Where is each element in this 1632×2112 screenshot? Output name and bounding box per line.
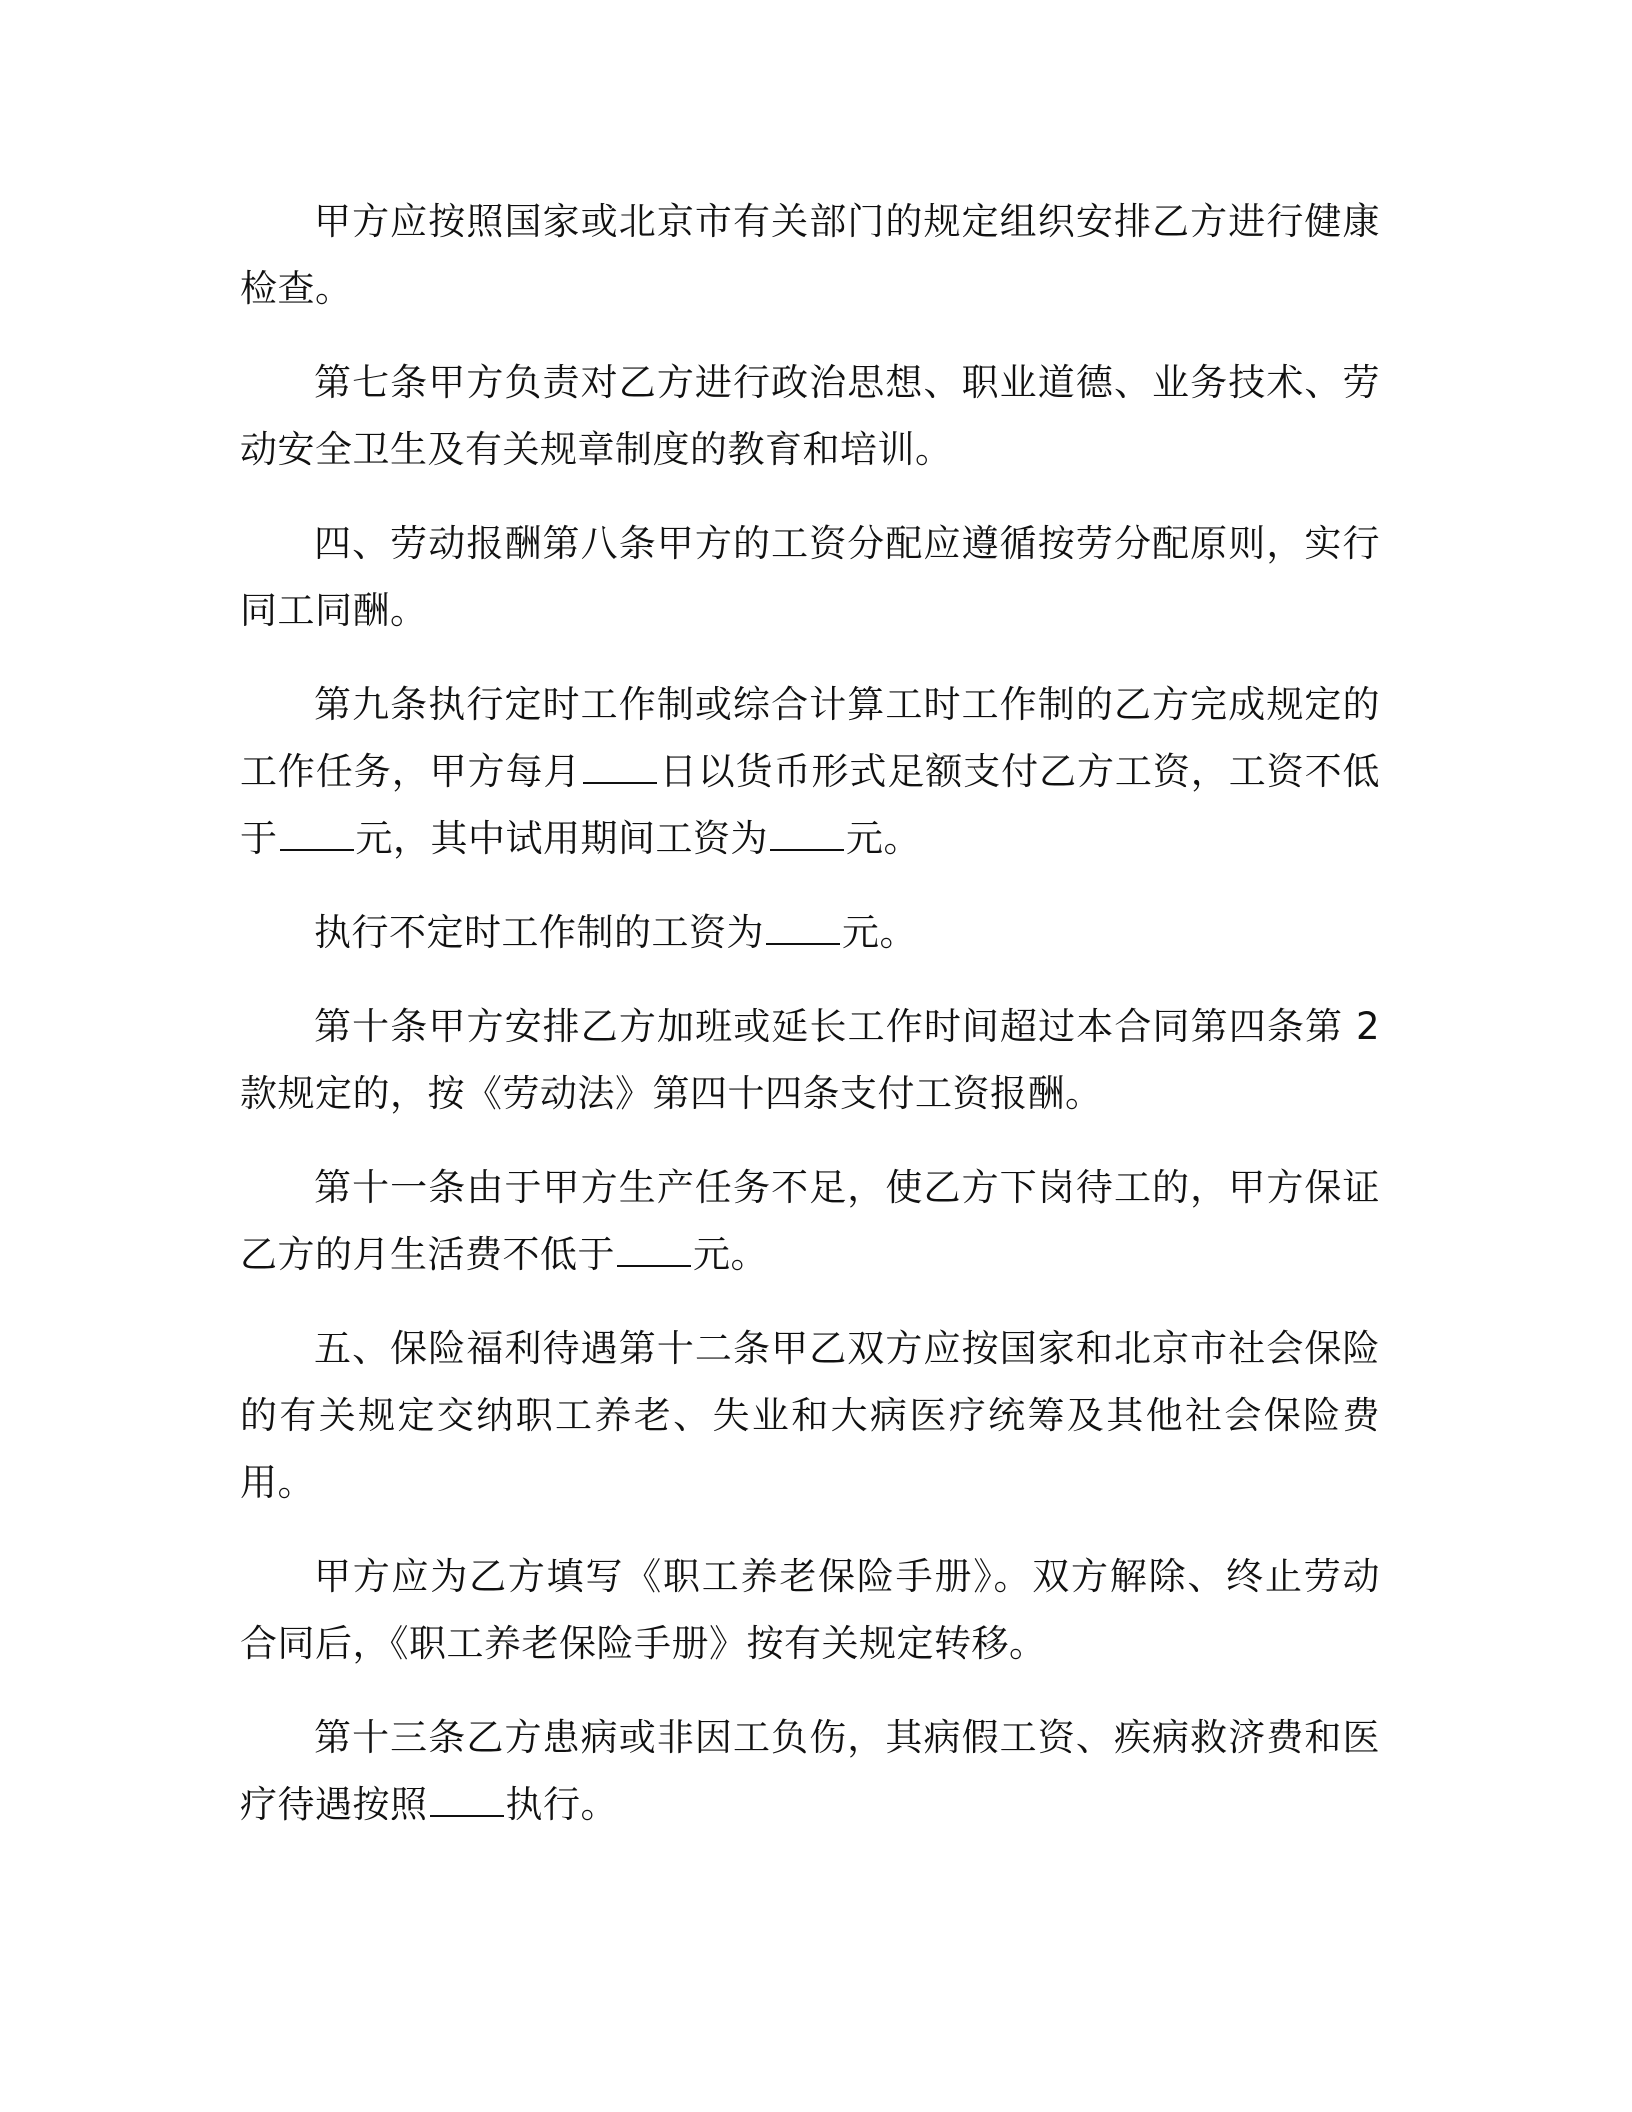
- fill-in-blank: [766, 913, 840, 945]
- fill-in-blank: [280, 819, 354, 851]
- fill-in-blank: [770, 819, 844, 851]
- paragraph-pension-handbook: [240, 1543, 1380, 1677]
- fill-in-blank: [617, 1235, 691, 1267]
- fill-in-blank: [430, 1785, 504, 1817]
- paragraph-text: 执行。: [505, 1783, 618, 1826]
- paragraph-article-9: [240, 671, 1380, 872]
- paragraph-flexible-hours-wage: [240, 899, 1380, 966]
- paragraph-text: 元。: [846, 817, 921, 860]
- paragraph-section-5-article-12: [240, 1315, 1380, 1516]
- paragraph-text: 执行不定时工作制的工资为: [314, 911, 764, 954]
- paragraph-text: 四、劳动报酬第八条甲方的工资分配应遵循按劳分配原则，实行同工同酬。: [240, 522, 1380, 632]
- paragraph-text: 元。: [842, 911, 917, 954]
- paragraph-text: 第十三条乙方患病或非因工负伤，其病假工资、疾病救济费和医疗待遇按照: [240, 1716, 1380, 1826]
- paragraph-text: 甲方应为乙方填写《职工养老保险手册》。双方解除、终止劳动合同后，《职工养老保险手册》按有关规定转移。: [240, 1555, 1380, 1665]
- fill-in-blank: [583, 752, 657, 784]
- paragraph-article-13: [240, 1704, 1380, 1838]
- paragraph-text: 日以货币形式足额支付乙方工资，工资不低于: [240, 750, 1381, 860]
- document-body: [240, 188, 1380, 1865]
- paragraph-text: 第七条甲方负责对乙方进行政治思想、职业道德、业务技术、劳动安全卫生及有关规章制度的教育和培训。: [240, 361, 1380, 471]
- paragraph-text: 元。: [693, 1233, 768, 1276]
- paragraph-text: 第十条甲方安排乙方加班或延长工作时间超过本合同第四条第 2 款规定的，按《劳动法》第四十四条支付工资报酬。: [240, 1005, 1380, 1115]
- paragraph-article-7: [240, 349, 1380, 483]
- paragraph-health-check: [240, 188, 1380, 322]
- paragraph-text: 第九条执行定时工作制或综合计算工时工作制的乙方完成规定的工作任务，甲方每月: [240, 683, 1380, 793]
- paragraph-text: 第十一条由于甲方生产任务不足，使乙方下岗待工的，甲方保证乙方的月生活费不低于: [240, 1166, 1380, 1276]
- paragraph-section-4-article-8: [240, 510, 1380, 644]
- paragraph-text: 甲方应按照国家或北京市有关部门的规定组织安排乙方进行健康检查。: [240, 200, 1380, 310]
- paragraph-article-11: [240, 1154, 1380, 1288]
- paragraph-text: 五、保险福利待遇第十二条甲乙双方应按国家和北京市社会保险的有关规定交纳职工养老、失业和大病医疗统筹及其他社会保险费用。: [240, 1327, 1380, 1504]
- paragraph-article-10: [240, 993, 1380, 1127]
- paragraph-text: 元，其中试用期间工资为: [355, 817, 768, 860]
